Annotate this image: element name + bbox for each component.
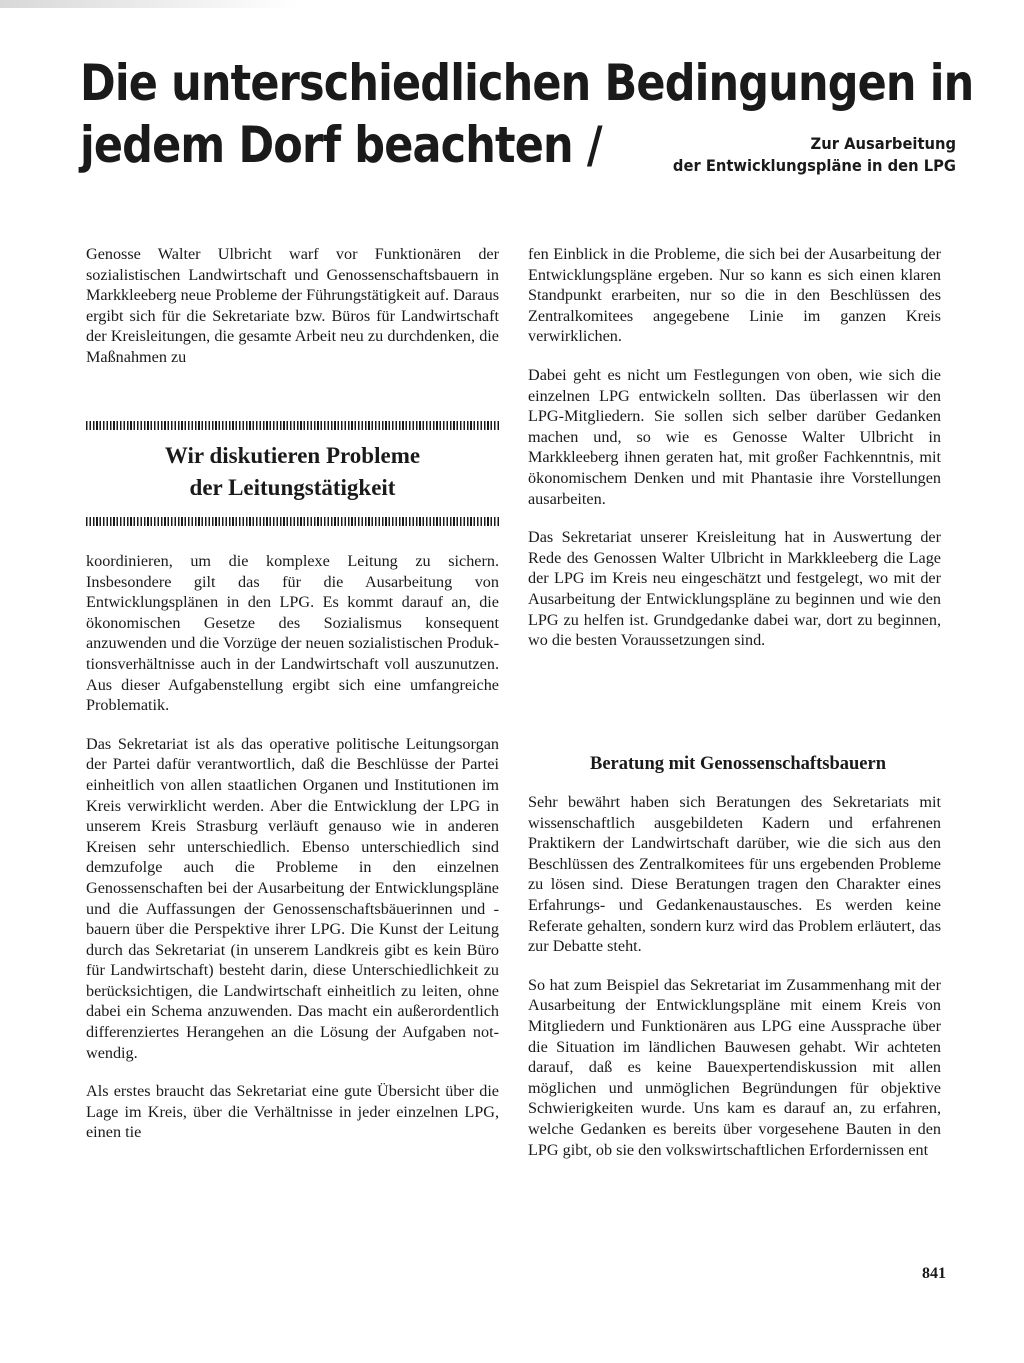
box-heading-line-1: Wir diskutieren Probleme — [164, 443, 421, 468]
paragraph: Als erstes braucht das Sekretariat eine gute Übersicht über die Lage im Kreis, über die Verhältnisse in jeder einzelnen LPG, einen tie — [86, 1082, 499, 1142]
page-number: 841 — [922, 1265, 946, 1282]
paragraph: So hat zum Beispiel das Sekretariat im Zusammenhang mit der Ausarbeitung der Entwicklungspläne mit einem Kreis von Mitgliedern und Funktionären aus LPG eine Aussprache über die Situation im ländlichen Bauwesen gehabt. Wir achteten darauf, daß es keine Bauexpertendiskussion mit allen möglichen und unmöglichen Begründungen für objektive Schwierigkeiten wurde. Uns kam es darauf an, zu erfahren, welche Gedanken es bereits über vorgesehene Bauten in den LPG gibt, ob sie den volkswirtschaftlichen Erfordernissen ent — [528, 975, 941, 1159]
paragraph: Das Sekretariat ist als das operative politische Leitungsorgan der Partei dafür verantwortlich, daß die Beschlüsse der Partei einheitlich von allen staatlichen Organen und Institutionen im Kreis verwirklicht werden. Aber die Entwicklung der LPG in unserem Kreis Strasburg verläuft genauso wie in anderen Kreisen sehr unterschiedlich. Ebenso unterschiedlich sind demzufolge auch die Probleme in den einzelnen Genossenschaften bei der Ausarbeitung der Entwicklungspläne und die Auffassungen der Genossenschaftsbäuerinnen und -bauern über die Perspektive ihrer LPG. Die Kunst der Leitung durch das Sekretariat (in unserem Landkreis gibt es kein Büro für Landwirtschaft) besteht darin, diese Unterschiedlichkeit zu berücksichtigen, die Landwirtschaft einheitlich zu leiten, ohne dabei ein Schema anzuwenden. Das macht ein außerordentlich differenziertes Herangehen an die Lösung der Aufgaben notwendig. — [86, 734, 499, 1062]
headline-line-1: Die unterschiedlichen Bedingungen in — [80, 54, 974, 112]
right-column-top — [528, 244, 941, 669]
headline-line-2: jedem Dorf beachten / — [80, 116, 602, 174]
subtitle-line-1: Zur Ausarbeitung — [810, 134, 956, 153]
paragraph: Sehr bewährt haben sich Beratungen des Sekretariats mit wissenschaftlich ausgebildeten Kadern und erfahrenen Praktikern der Landwirtschaft darüber, wie die sich aus den Beschlüssen des Zentralkomitees für uns ergebenden Probleme zu lösen sind. Diese Beratungen tragen den Charakter eines Erfahrungs- und Gedankenaustausches. Es werden keine Referate gehalten, sondern kurz wird das Problem erläutert, das zur Debatte steht. — [528, 793, 941, 956]
scan-edge — [0, 0, 300, 8]
box-rule-bottom — [86, 517, 499, 526]
left-column-intro — [86, 244, 499, 386]
subtitle-line-2: der Entwicklungspläne in den LPG — [672, 156, 956, 175]
article-subtitle — [625, 133, 956, 177]
right-column-bottom — [528, 792, 941, 1178]
paragraph: fen Einblick in die Probleme, die sich bei der Ausarbeitung der Entwicklungspläne ergeben. Nur so kann es sich einen klaren Standpunkt erarbeiten, nur so die in den Beschlüssen des Zentralkomitees angegebene Linie im ganzen Kreis verwirklichen. — [528, 245, 941, 346]
paragraph: koordinieren, um die komplexe Leitung zu sichern. Insbesondere gilt das für die Ausarbeitung von Entwicklungsplänen in den LPG. Es kommt darauf an, die ökonomischen Gesetze des Sozialismus konsequent anzuwenden und die Vorzüge der neuen sozialistischen Produktionsverhältnisse auch in der Landwirtschaft voll auszunutzen. Aus dieser Aufgabenstellung ergibt sich eine umfangreiche Problematik. — [86, 552, 499, 715]
paragraph: Das Sekretariat unserer Kreisleitung hat in Auswertung der Rede des Genossen Walter Ulbricht in Markkleeberg die Lage der LPG im Kreis neu eingeschätzt und festgelegt, wo mit der Ausarbeitung der Entwicklungspläne zu beginnen und wie den LPG zu helfen ist. Grundgedanke dabei war, dort zu beginnen, wo die besten Voraussetzungen sind. — [528, 528, 941, 650]
box-heading-line-2: der Leitungstätigkeit — [189, 475, 396, 500]
paragraph: Dabei geht es nicht um Festlegungen von oben, wie sich die einzelnen LPG entwickeln sollten. Das überlassen wir den LPG-Mitgliedern. Sie sollen sich selber darüber Gedanken machen und, so wie es Genosse Walter Ulbricht in Markkleeberg ihnen geraten hat, mit großer Fachkenntnis, mit ökonomischem Denken und mit Phantasie ihre Vorstellungen ausarbeiten. — [528, 365, 941, 508]
section-subheading: Beratung mit Genossenschaftsbauern — [589, 754, 886, 774]
box-heading — [86, 440, 499, 504]
left-column-body — [86, 551, 499, 1161]
paragraph: Genosse Walter Ulbricht warf vor Funktionären der sozialistischen Landwirtschaft und Genossenschaftsbauern in Markkleeberg neue Probleme der Führungstätigkeit auf. Daraus ergibt sich für die Sekretariate bzw. Büros für Landwirtschaft der Kreisleitungen, die gesamte Arbeit neu zu durchdenken, die Maßnahmen zu — [86, 245, 499, 366]
box-rule-top — [86, 421, 499, 430]
